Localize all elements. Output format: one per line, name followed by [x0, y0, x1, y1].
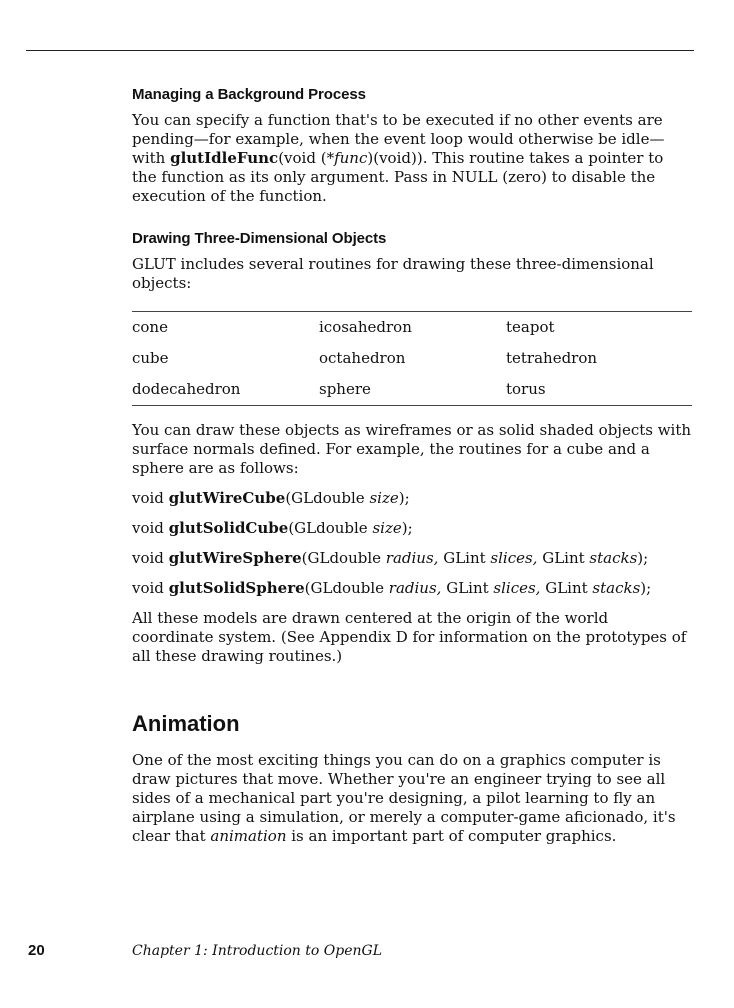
emphasis: animation	[210, 827, 287, 845]
text: );	[640, 579, 652, 597]
running-footer: Chapter 1: Introduction to OpenGL	[132, 943, 383, 959]
table-cell: torus	[506, 380, 546, 398]
paragraph-models-centered: All these models are drawn centered at the origin of the world coordinate system. (See Appendix D for information on the prototypes of all these drawing routines.)	[132, 609, 687, 665]
text: );	[398, 489, 410, 507]
text: GLint	[537, 549, 590, 567]
text: void	[132, 549, 169, 567]
table-cell: dodecahedron	[132, 380, 241, 398]
text: void	[132, 519, 169, 537]
text: (GLdouble	[288, 519, 373, 537]
page-number: 20	[28, 942, 45, 959]
param-name: stacks	[592, 579, 641, 597]
param-name: stacks	[589, 549, 638, 567]
param-name: slices,	[493, 579, 541, 597]
code-line-solid-cube	[132, 519, 692, 538]
table-cell: cube	[132, 349, 169, 367]
text: You can specify a function that's to be executed if no other events are pending—for example, when the event loop would otherwise be idle—with	[132, 111, 665, 167]
text: One of the most exciting things you can do on a graphics computer is draw pictures that move. Whether you're an engineer trying to see all sides of a mechanical part you're designing, a pilot learning to fly an airplane using a simulation, or merely a computer-game aficionado, it's clear that	[132, 751, 676, 845]
table-cell: octahedron	[319, 349, 406, 367]
table-cell: icosahedron	[319, 318, 412, 336]
param-name: size	[369, 489, 399, 507]
section-heading-background-process: Managing a Background Process	[132, 86, 366, 103]
paragraph-animation	[132, 751, 692, 846]
table-row	[132, 380, 692, 401]
text: This routine takes a pointer to the function as its only argument. Pass in NULL (zero) to disable the execution of the function.	[132, 149, 664, 205]
text: );	[637, 549, 649, 567]
paragraph-intro: GLUT includes several routines for drawing these three-dimensional objects:	[132, 255, 654, 292]
text: );	[401, 519, 413, 537]
param-name: slices,	[490, 549, 538, 567]
top-rule	[26, 50, 694, 51]
param-name: size	[372, 519, 402, 537]
section-heading-animation: Animation	[132, 711, 240, 736]
text: void	[132, 579, 169, 597]
param-name: radius,	[388, 579, 442, 597]
function-name: glutWireCube	[168, 489, 286, 507]
page-content	[132, 86, 692, 846]
paragraph-wireframes: You can draw these objects as wireframes or as solid shaded objects with surface normals defined. For example, the routines for a cube and a sphere are as follows:	[132, 421, 692, 477]
text: is an important part of computer graphics.	[286, 827, 617, 845]
table-cell: teapot	[506, 318, 555, 336]
objects-table	[132, 311, 692, 406]
text: GLint	[441, 579, 494, 597]
function-name: glutWireSphere	[168, 549, 302, 567]
text: (GLdouble	[285, 489, 370, 507]
table-cell: cone	[132, 318, 168, 336]
text: GLint	[438, 549, 491, 567]
text: GLint	[540, 579, 593, 597]
code-line-wire-sphere	[132, 549, 692, 568]
table-cell: sphere	[319, 380, 371, 398]
function-name: glutSolidSphere	[168, 579, 305, 597]
function-name: glutIdleFunc	[170, 149, 279, 167]
text: (GLdouble	[304, 579, 389, 597]
table-cell: tetrahedron	[506, 349, 598, 367]
text: void	[132, 489, 169, 507]
param-name: radius,	[385, 549, 439, 567]
text: (GLdouble	[301, 549, 386, 567]
paragraph-idle-func	[132, 111, 692, 206]
text: (void (*	[278, 149, 335, 167]
section-heading-3d-objects: Drawing Three-Dimensional Objects	[132, 230, 387, 247]
function-name: glutSolidCube	[168, 519, 289, 537]
table-row	[132, 349, 692, 380]
code-line-solid-sphere	[132, 579, 692, 598]
param-name: func	[334, 149, 368, 167]
text: )(void)).	[367, 149, 428, 167]
table-row	[132, 318, 692, 349]
code-line-wire-cube	[132, 489, 692, 508]
